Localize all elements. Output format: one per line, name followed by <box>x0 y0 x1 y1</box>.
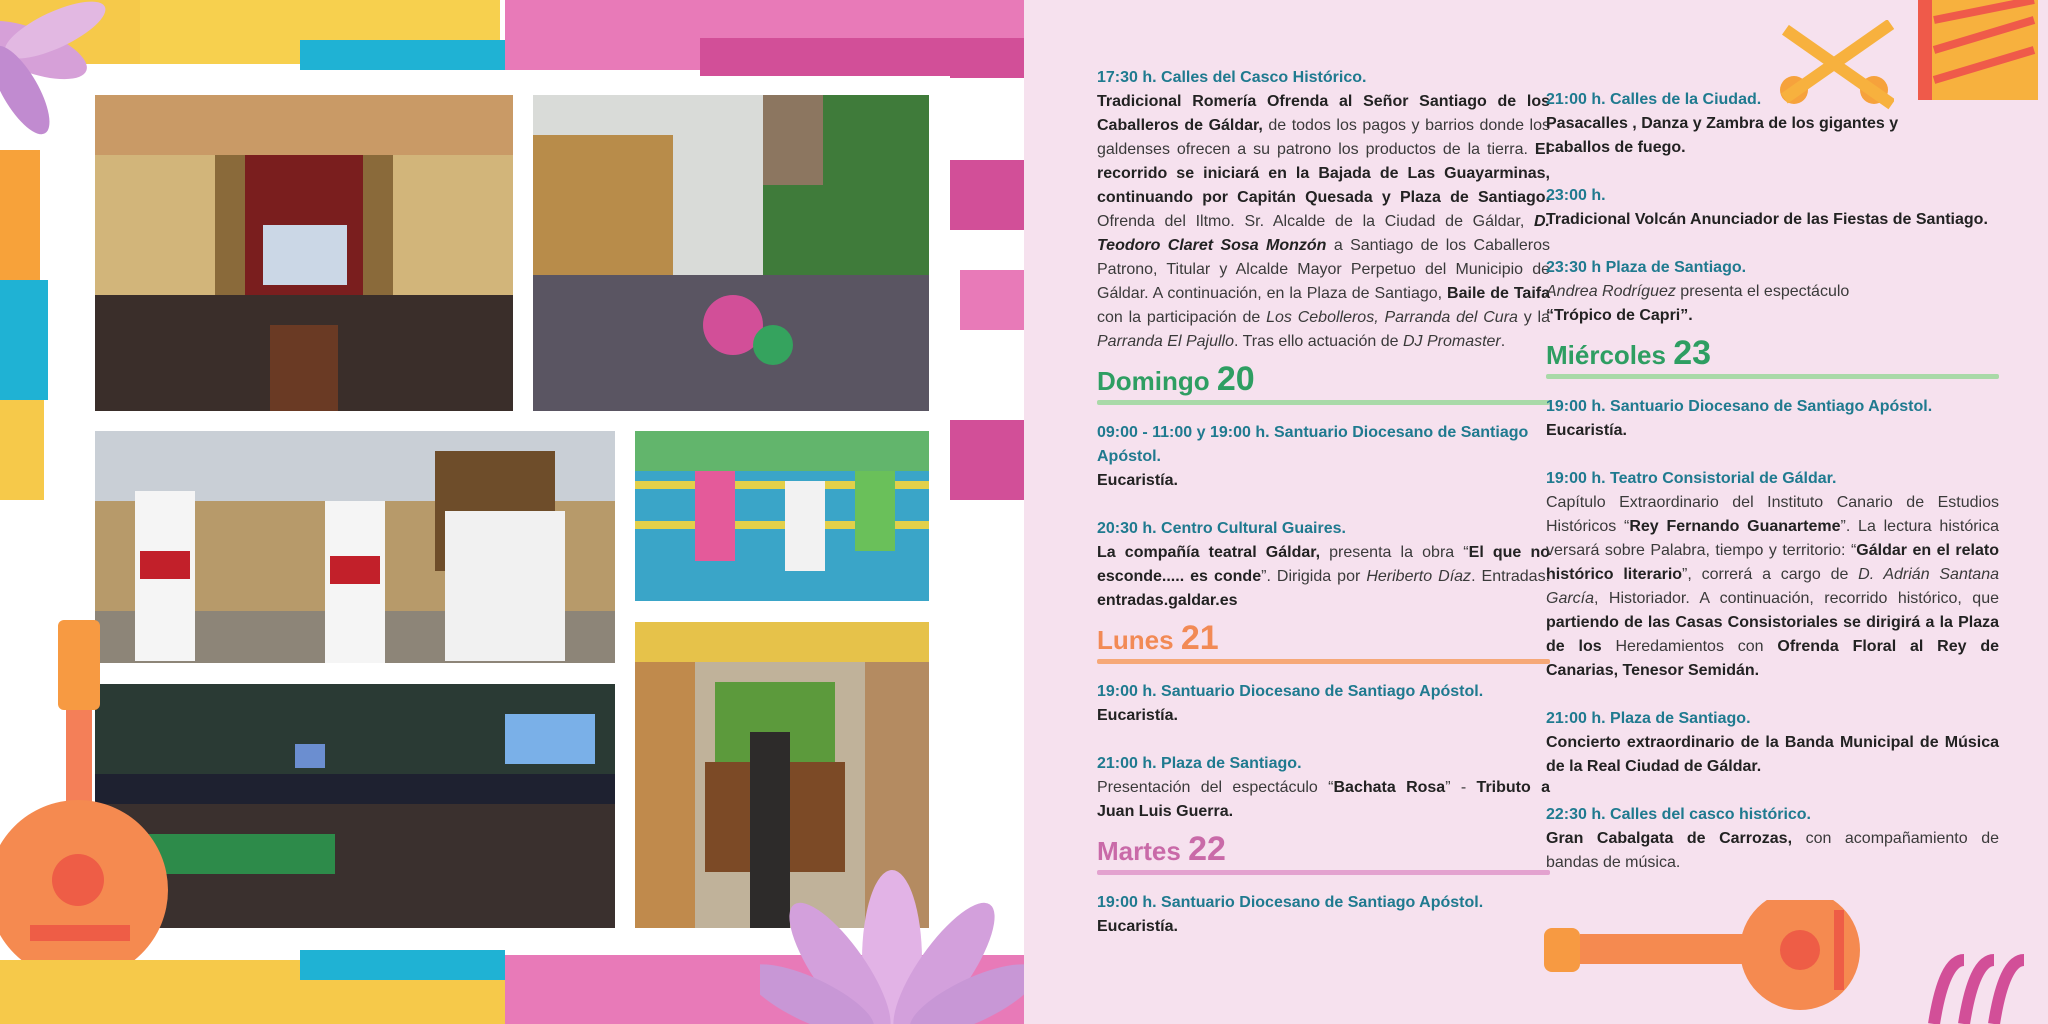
event-time-location: 22:30 h. Calles del casco histórico. <box>1546 806 1811 823</box>
decor-stripe-right-pink1 <box>950 160 1024 230</box>
day-heading-domingo: Domingo 20 <box>1097 360 1255 398</box>
event-description: Eucaristía. <box>1097 472 1178 489</box>
event-time-location: 23:30 h Plaza de Santiago. <box>1546 259 1747 276</box>
event-time-location: 19:00 h. Santuario Diocesano de Santiago Apóstol. <box>1097 683 1484 700</box>
guitar-icon <box>0 620 180 960</box>
event-description: Tradicional Volcán Anunciador de las Fiestas de Santiago. <box>1546 211 1988 228</box>
event-description: Capítulo Extraordinario del Instituto Canario de Estudios Históricos “Rey Fernando Guanarteme”. La lectura histórica versará sobre Palabra, tiempo y territorio: “Gáldar en el relato histórico literario”, correrá a cargo de D. Adrián Santana García, Historiador. A continuación, recorrido histórico, que partiendo de las Casas Consistoriales se dirigirá a la Plaza de los Heredamientos con Ofrenda Floral al Rey de Canarias, Tenesor Semidán. <box>1546 494 1999 679</box>
event-time-location: 17:30 h. Calles del Casco Histórico. <box>1097 69 1367 86</box>
event-time-location: 09:00 - 11:00 y 19:00 h. Santuario Diocesano de Santiago Apóstol. <box>1097 424 1529 465</box>
decor-stripe-left-yellow <box>0 400 44 500</box>
day-heading-lunes: Lunes 21 <box>1097 619 1219 657</box>
day-divider <box>1097 400 1550 405</box>
event-time-location: 19:00 h. Santuario Diocesano de Santiago Apóstol. <box>1546 398 1933 415</box>
guitar-icon-right <box>1544 900 2048 1024</box>
decor-stripe-right-pink3 <box>950 420 1024 500</box>
programme-column-1 <box>1097 66 1550 939</box>
decor-stripe-right-pink2 <box>960 270 1024 330</box>
event-time-location: 19:00 h. Teatro Consistorial de Gáldar. <box>1546 470 1837 487</box>
event-time-location: 20:30 h. Centro Cultural Guaires. <box>1097 520 1346 537</box>
programme-column-2 <box>1546 88 1999 875</box>
lotus-flower-icon-bottom <box>760 840 1024 1024</box>
street-procession-photo <box>533 95 929 411</box>
day-divider <box>1546 374 1999 379</box>
theatre-interior-photo <box>95 95 513 411</box>
event-description: Concierto extraordinario de la Banda Municipal de Música de la Real Ciudad de Gáldar. <box>1546 734 1999 775</box>
event-description: La compañía teatral Gáldar, presenta la obra “El que no esconde..... es conde”. Dirigida por Heriberto Díaz. Entradas: entradas.galdar.es <box>1097 544 1551 609</box>
event-description: Presentación del espectáculo “Bachata Rosa” - Tributo a Juan Luis Guerra. <box>1097 779 1550 820</box>
event-time-location: 21:00 h. Calles de la Ciudad. <box>1546 91 1762 108</box>
event-description: Andrea Rodríguez presenta el espectáculo <box>1546 283 1850 300</box>
day-heading-miercoles: Miércoles 23 <box>1546 334 1712 372</box>
event-time-location: 21:00 h. Plaza de Santiago. <box>1097 755 1302 772</box>
event-time-location: 21:00 h. Plaza de Santiago. <box>1546 710 1751 727</box>
children-table-football-photo <box>635 431 929 601</box>
event-time-location: 23:00 h. <box>1546 187 1606 204</box>
event-description: Eucaristía. <box>1546 422 1627 439</box>
event-description: Tradicional Romería Ofrenda al Señor Santiago de los Caballeros de Gáldar, de todos los pagos y barrios donde los galdenses ofrecen a su patrono los productos de la tierra. El recorrido se iniciará en la Bajada de Las Guayarminas, continuando por Capitán Quesada y Plaza de Santiago. Ofrenda del Iltmo. Sr. Alcalde de la Ciudad de Gáldar, D. Teodoro Claret Sosa Monzón a Santiago de los Caballeros Patrono, Titular y Alcalde Mayor Perpetuo del Municipio de Gáldar. A continuación, en la Plaza de Santiago, Baile de Taifa con la participación de Los Cebolleros, Parranda del Cura y la Parranda El Pajullo. Tras ello actuación de DJ Promaster. <box>1097 93 1551 350</box>
day-divider <box>1097 870 1550 875</box>
event-description: Gran Cabalgata de Carrozas, con acompañamiento de bandas de música. <box>1546 830 1999 871</box>
event-time-location: 19:00 h. Santuario Diocesano de Santiago Apóstol. <box>1097 894 1484 911</box>
day-divider <box>1097 659 1550 664</box>
event-description: Eucaristía. <box>1097 918 1178 935</box>
decor-stripe-top-pink-dark <box>700 38 1024 78</box>
programme-page <box>1024 0 2048 1024</box>
decor-stripe-top-blue <box>300 40 505 70</box>
day-heading-martes: Martes 22 <box>1097 830 1226 868</box>
event-show-title: “Trópico de Capri”. <box>1546 307 1693 324</box>
event-description: Eucaristía. <box>1097 707 1178 724</box>
decor-stripe-left-blue <box>0 280 48 400</box>
event-description: Pasacalles , Danza y Zambra de los gigantes y caballos de fuego. <box>1546 115 1899 156</box>
decor-stripe-bottom-blue <box>300 950 505 980</box>
